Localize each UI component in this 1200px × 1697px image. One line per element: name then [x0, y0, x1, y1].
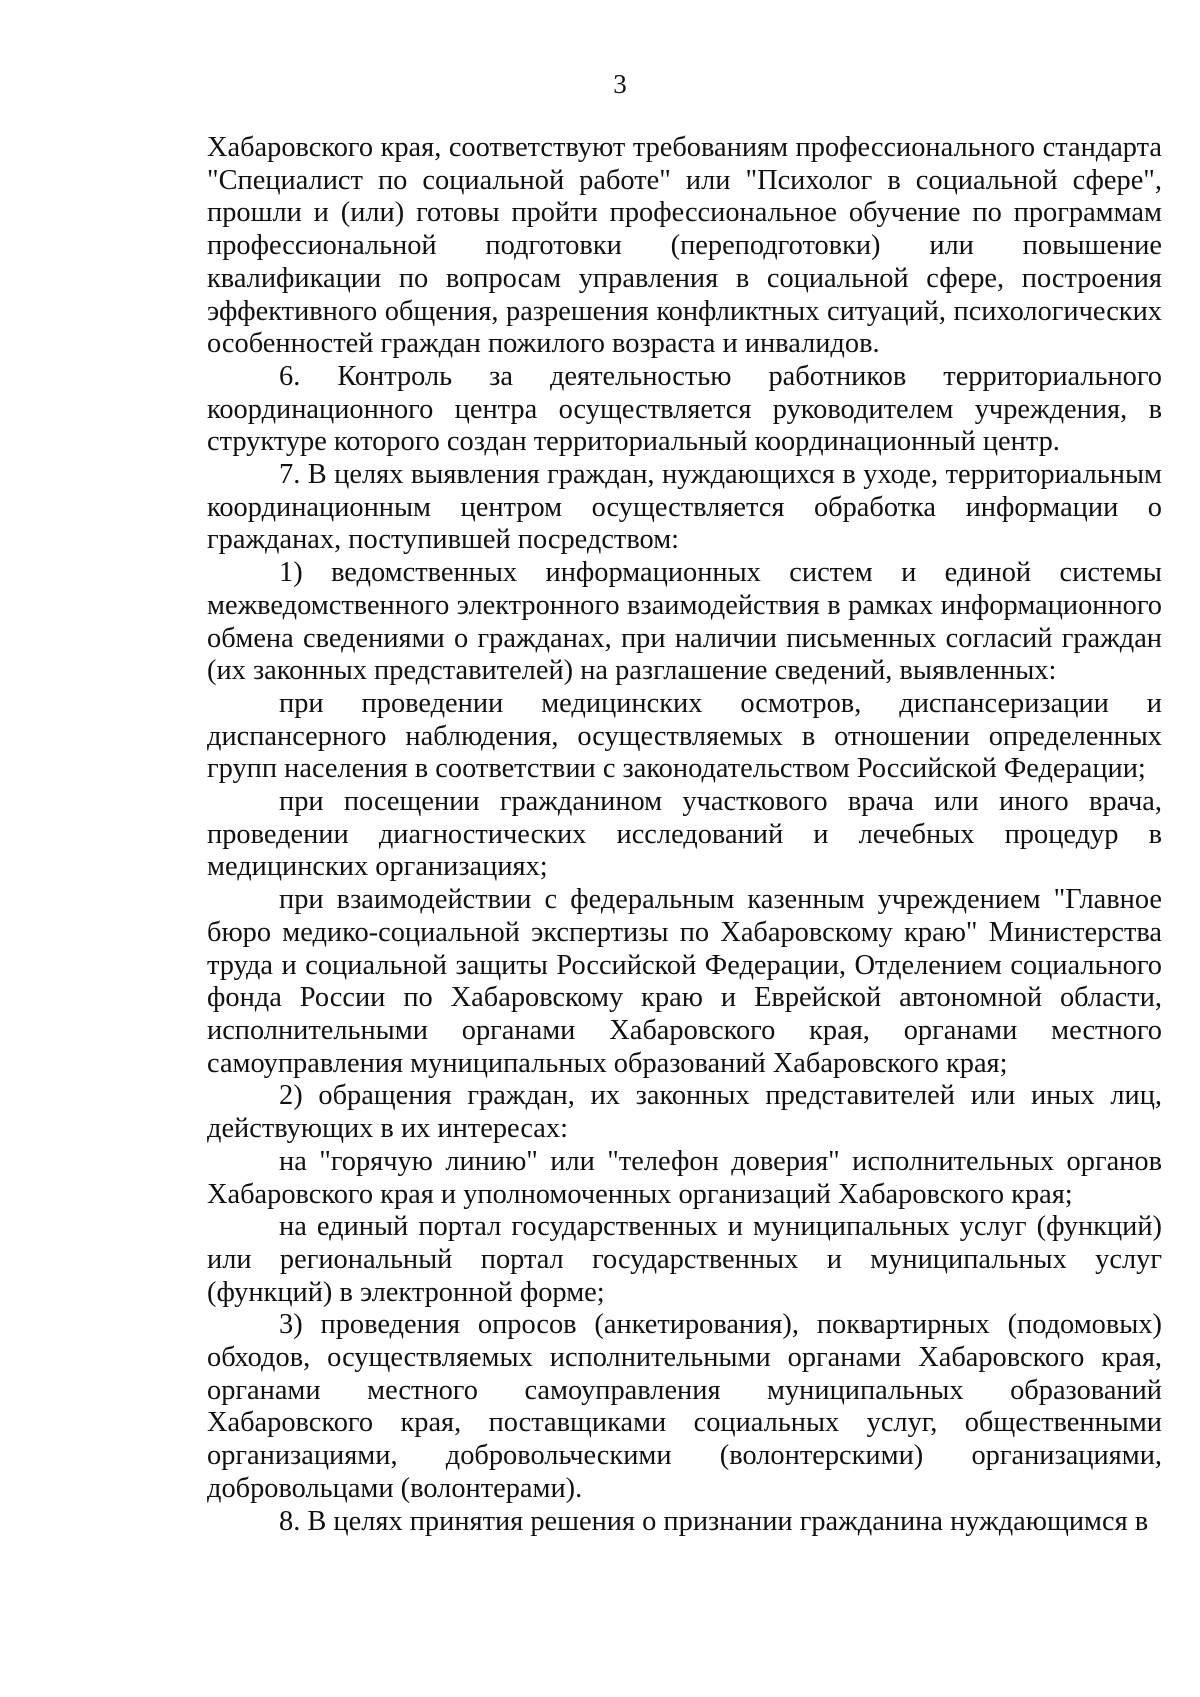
paragraph-interaction: при взаимодействии с федеральным казенным учреждением "Главное бюро медико-социальной экспертизы по Хабаровскому краю" Министерства труда и социальной защиты Российской Федерации, Отделением социального фонда России по Хабаровскому краю и Еврейской автономной области, исполнительными органами Хабаровского края, органами местного самоуправления муниципальных образований Хабаровского края;: [207, 884, 1162, 1079]
paragraph-medical-checkups: при проведении медицинских осмотров, диспансеризации и диспансерного наблюдения, осуществляемых в отношении определенных групп населения в соответствии с законодательством Российской Федерации;: [207, 687, 1162, 785]
paragraph-hotline: на "горячую линию" или "телефон доверия" исполнительных органов Хабаровского края и уполномоченных организаций Хабаровского края;: [207, 1145, 1162, 1210]
paragraph-continuation: Хабаровского края, соответствуют требованиям профессионального стандарта "Специалист по социальной работе" или "Психолог в социальной сфере", прошли и (или) готовы пройти профессиональное обучение по программам профессиональной подготовки (переподготовки) или повышение квалификации по вопросам управления в социальной сфере, построения эффективного общения, разрешения конфликтных ситуаций, психологических особенностей граждан пожилого возраста и инвалидов.: [207, 132, 1162, 360]
paragraph-item-8: 8. В целях принятия решения о признании гражданина нуждающимся в: [279, 1505, 1149, 1537]
paragraph-doctor-visits: при посещении гражданином участкового врача или иного врача, проведении диагностических исследований и лечебных процедур в медицинских организациях;: [207, 786, 1162, 883]
paragraph-subitem-1: 1) ведомственных информационных систем и единой системы межведомственного электронного взаимодействия в рамках информационного обмена сведениями о гражданах, при наличии письменных согласий граждан (их законных представителей) на разглашение сведений, выявленных:: [207, 557, 1162, 687]
paragraph-item-7: 7. В целях выявления граждан, нуждающихся в уходе, территориальным координационным центром осуществляется обработка информации о гражданах, поступившей посредством:: [207, 459, 1162, 556]
document-body: [207, 132, 1162, 1538]
paragraph-portal: на единый портал государственных и муниципальных услуг (функций) или региональный портал государственных и муниципальных услуг (функций) в электронной форме;: [207, 1211, 1162, 1308]
page-number: 3: [613, 69, 627, 99]
paragraph-subitem-3: 3) проведения опросов (анкетирования), поквартирных (подомовых) обходов, осуществляемых исполнительными органами Хабаровского края, органами местного самоуправления муниципальных образований Хабаровского края, поставщиками социальных услуг, общественными организациями, добровольческими (волонтерскими) организациями, добровольцами (волонтерами).: [207, 1309, 1162, 1504]
paragraph-subitem-2: 2) обращения граждан, их законных представителей или иных лиц, действующих в их интересах:: [207, 1080, 1162, 1145]
paragraph-item-6: 6. Контроль за деятельностью работников территориального координационного центра осуществляется руководителем учреждения, в структуре которого создан территориальный координационный центр.: [207, 360, 1162, 458]
